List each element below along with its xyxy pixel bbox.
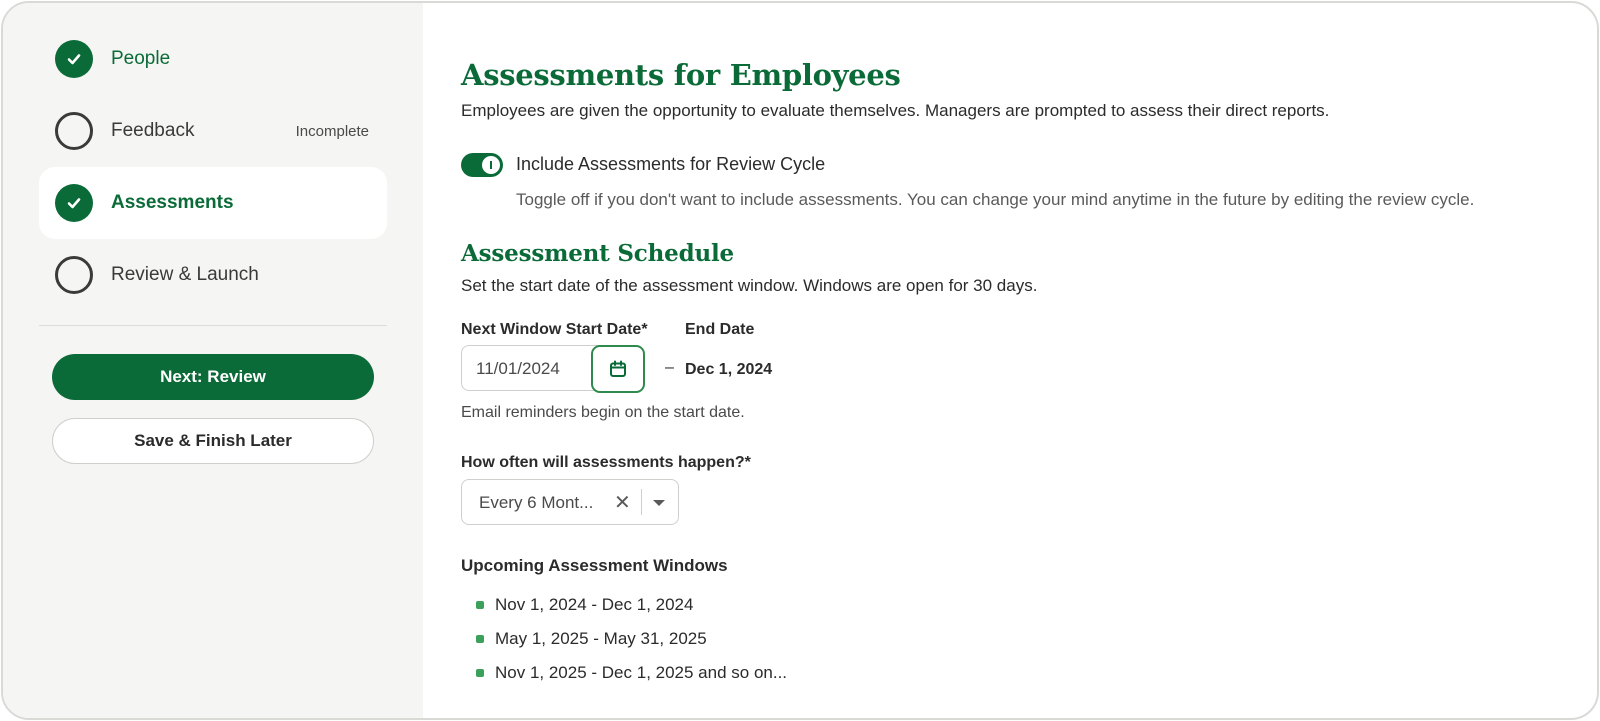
sidebar-divider [39,325,387,326]
clear-icon[interactable]: ✕ [614,492,631,514]
end-date-label: End Date [685,321,755,338]
schedule-title: Assessment Schedule [461,240,734,267]
step-label: Assessments [111,192,234,213]
caret-down-icon[interactable] [653,500,665,506]
bullet-icon [476,601,484,609]
schedule-description: Set the start date of the assessment window. Windows are open for 30 days. [461,276,1038,295]
frequency-select[interactable] [461,479,679,525]
list-item [476,629,707,649]
reminder-hint: Email reminders begin on the start date. [461,404,745,421]
check-icon [55,184,93,222]
app-window [1,1,1599,720]
window-text: Nov 1, 2025 - Dec 1, 2025 and so on... [495,663,788,682]
step-status: Incomplete [295,122,369,140]
check-icon [55,40,93,78]
bullet-icon [476,635,484,643]
frequency-label: How often will assessments happen?* [461,454,751,471]
toggle-help-text: Toggle off if you don't want to include assessments. You can change your mind anytime in the future by editing the review cycle. [516,190,1475,209]
window-text: May 1, 2025 - May 31, 2025 [495,629,707,648]
next-review-button[interactable]: Next: Review [52,354,374,400]
steps-sidebar [3,3,423,718]
start-date-value: 11/01/2024 [476,359,560,378]
toggle-knob [482,156,500,174]
step-review-launch[interactable] [39,239,387,311]
page-title: Assessments for Employees [461,58,901,92]
save-finish-later-button[interactable]: Save & Finish Later [52,418,374,464]
upcoming-windows-title: Upcoming Assessment Windows [461,556,728,575]
end-date-value: Dec 1, 2024 [685,361,773,378]
step-label: Feedback [111,120,195,141]
assessments-panel [423,3,1597,718]
empty-circle-icon [55,112,93,150]
step-assessments[interactable] [39,167,387,239]
list-item [476,595,693,615]
empty-circle-icon [55,256,93,294]
date-range-dash: – [665,359,674,376]
step-people[interactable] [39,23,387,95]
window-text: Nov 1, 2024 - Dec 1, 2024 [495,595,694,614]
start-date-label: Next Window Start Date* [461,321,648,338]
list-item [476,663,787,683]
calendar-icon [608,359,628,379]
include-assessments-toggle[interactable] [461,153,503,177]
step-label: Review & Launch [111,264,259,285]
page-description: Employees are given the opportunity to evaluate themselves. Managers are prompted to assess their direct reports. [461,101,1330,120]
bullet-icon [476,669,484,677]
frequency-value: Every 6 Mont... [479,493,594,512]
toggle-label: Include Assessments for Review Cycle [516,154,826,174]
calendar-button[interactable] [591,345,645,393]
select-separator [641,489,642,515]
step-label: People [111,48,171,69]
step-feedback[interactable] [39,95,387,167]
